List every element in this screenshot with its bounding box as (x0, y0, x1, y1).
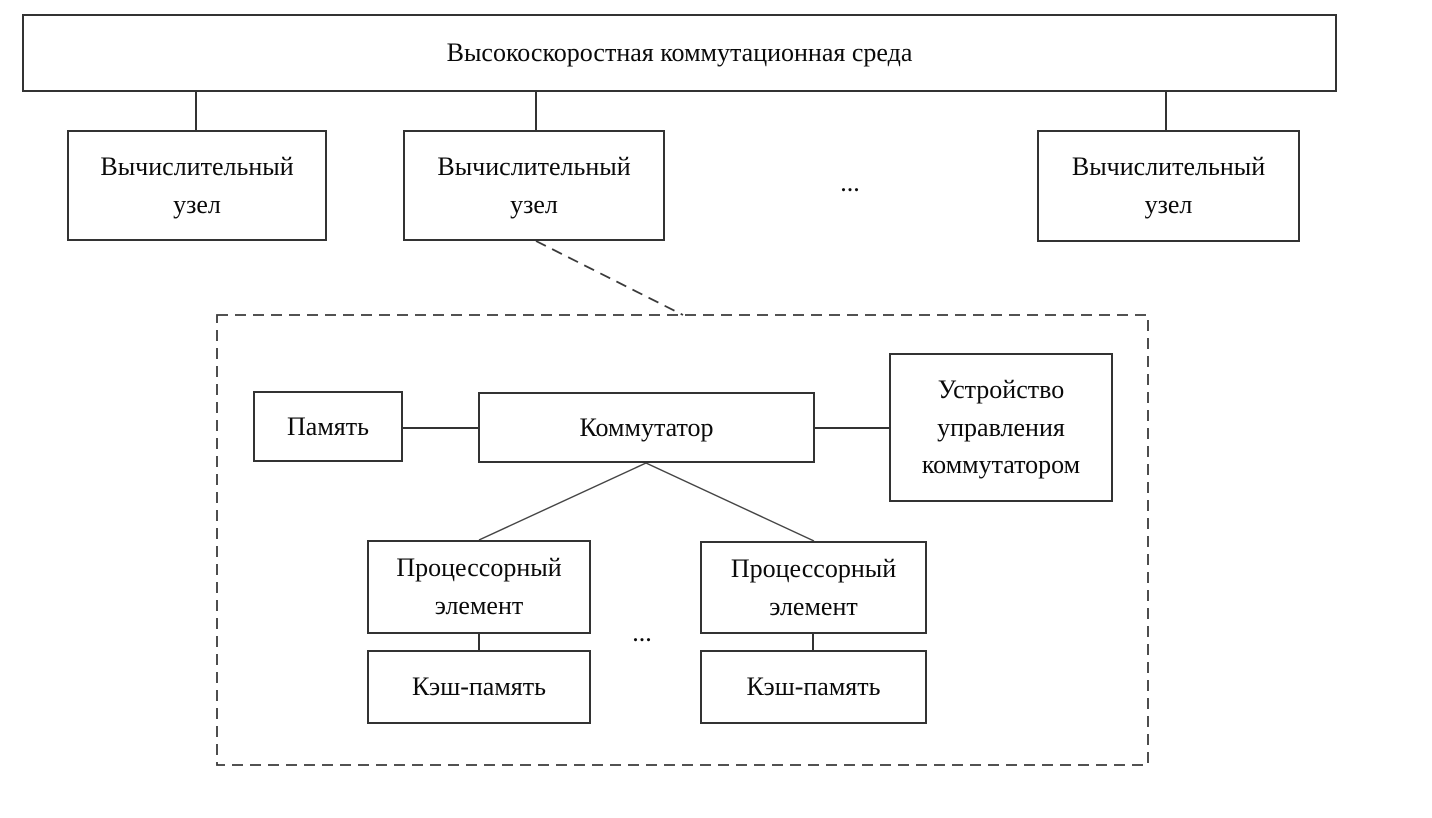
node-expansion-dashed-line (536, 241, 683, 315)
compute-node-box-3 (1037, 130, 1300, 242)
switch-controller-label: Устройство управления коммутатором (921, 374, 1081, 480)
switch-controller-box (889, 353, 1113, 502)
cache-label: Кэш-память (746, 672, 881, 702)
switch-box (478, 392, 815, 463)
bus-box (22, 14, 1337, 92)
compute-node-label: Вычислительный узел (1071, 152, 1266, 219)
processor-element-box-1 (367, 540, 591, 634)
processor-element-box-2 (700, 541, 927, 634)
compute-node-box-2 (403, 130, 665, 241)
cache-box-1 (367, 650, 591, 724)
cache-label: Кэш-память (412, 672, 546, 702)
switch-pe-link-line (479, 463, 646, 540)
compute-node-box-1 (67, 130, 327, 241)
switch-pe-link-line (646, 463, 814, 541)
processor-element-label: Процессорный элемент (396, 553, 562, 620)
bus-label: Высокоскоростная коммутационная среда (446, 38, 913, 68)
nodes-ellipsis: ... (840, 168, 860, 197)
switch-label: Коммутатор (579, 412, 714, 442)
cache-box-2 (700, 650, 927, 724)
compute-node-label: Вычислительный узел (100, 151, 294, 219)
processor-element-label: Процессорный элемент (730, 553, 897, 621)
memory-label: Память (287, 411, 369, 441)
compute-node-label: Вычислительный узел (437, 151, 631, 219)
pe-ellipsis: ... (632, 618, 652, 647)
memory-box (253, 391, 403, 462)
